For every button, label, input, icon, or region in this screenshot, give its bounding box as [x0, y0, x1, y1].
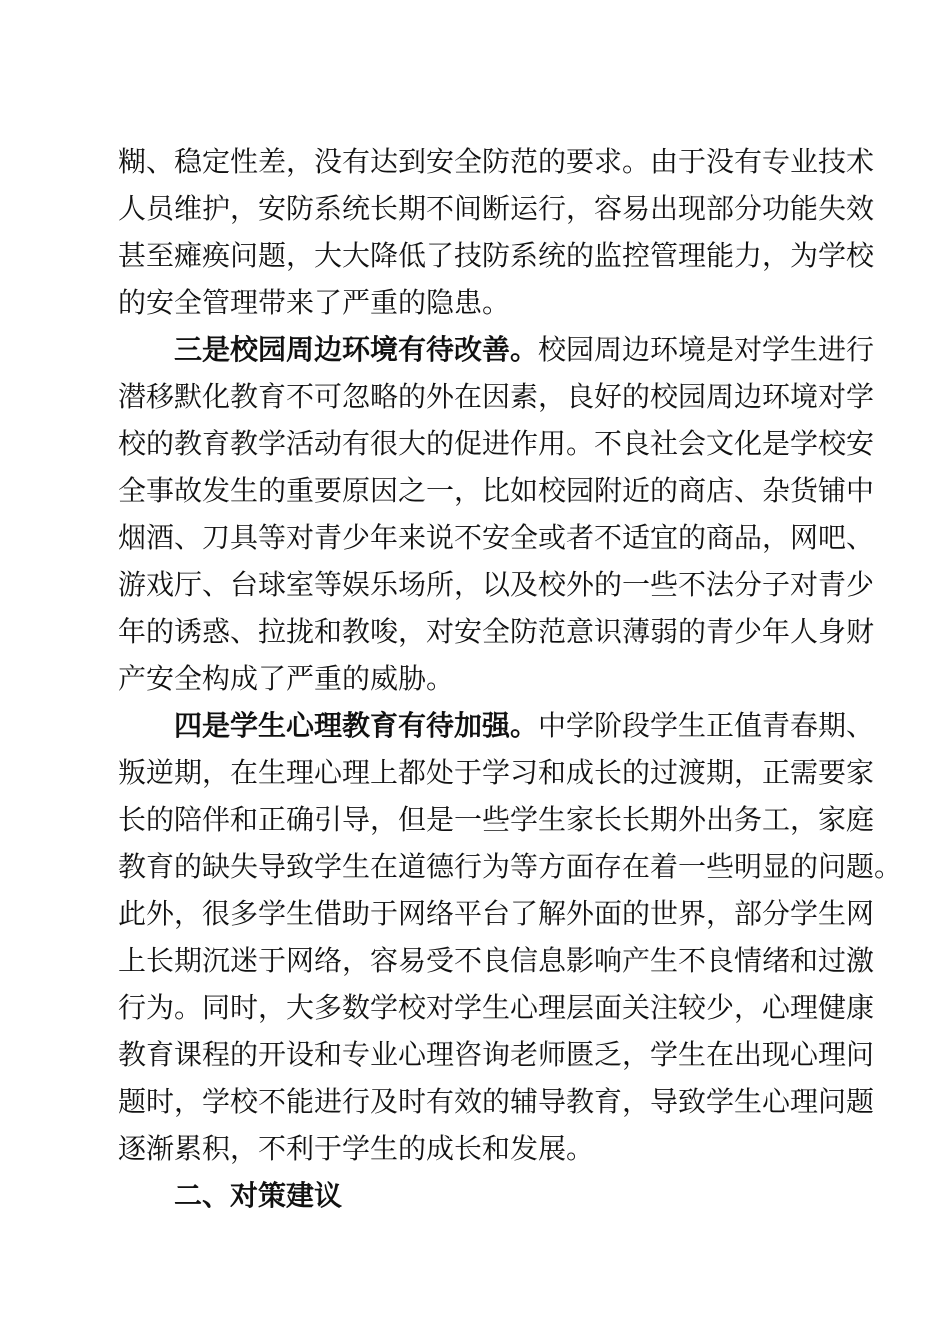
text-line — [118, 326, 875, 373]
text-line: 烟酒、刀具等对青少年来说不安全或者不适宜的商品，网吧、 — [118, 521, 875, 554]
text-line: 游戏厅、台球室等娱乐场所，以及校外的一些不法分子对青少 — [118, 568, 875, 601]
text-line: 题时，学校不能进行及时有效的辅导教育，导致学生心理问题 — [118, 1085, 875, 1118]
text-line: 校的教育教学活动有很大的促进作用。不良社会文化是学校安 — [118, 427, 875, 460]
text-line: 的安全管理带来了严重的隐患。 — [118, 286, 511, 319]
paragraph-2 — [118, 326, 875, 702]
section-heading: 二、对策建议 — [174, 1179, 343, 1212]
text-line: 上长期沉迷于网络，容易受不良信息影响产生不良情绪和过激 — [118, 944, 875, 977]
text-line: 逐渐累积，不利于学生的成长和发展。 — [118, 1132, 595, 1165]
text-line: 教育的缺失导致学生在道德行为等方面存在着一些明显的问题。 — [118, 850, 903, 883]
text-line: 此外，很多学生借助于网络平台了解外面的世界，部分学生网 — [118, 897, 875, 930]
document-page — [118, 138, 903, 1219]
text-line: 产安全构成了严重的威胁。 — [118, 662, 455, 695]
paragraph-1 — [118, 138, 875, 326]
text-segment: 中学阶段学生正值青春期、 — [538, 709, 875, 742]
text-line: 甚至瘫痪问题，大大降低了技防系统的监控管理能力，为学校 — [118, 239, 875, 272]
text-line: 叛逆期，在生理心理上都处于学习和成长的过渡期，正需要家 — [118, 756, 875, 789]
text-line: 长的陪伴和正确引导，但是一些学生家长长期外出务工，家庭 — [118, 803, 875, 836]
text-segment: 校园周边环境是对学生进行 — [538, 333, 875, 366]
text-line: 糊、稳定性差，没有达到安全防范的要求。由于没有专业技术 — [118, 145, 875, 178]
text-line: 潜移默化教育不可忽略的外在因素，良好的校园周边环境对学 — [118, 380, 875, 413]
text-line: 教育课程的开设和专业心理咨询老师匮乏，学生在出现心理问 — [118, 1038, 875, 1071]
text-line: 年的诱惑、拉拢和教唆，对安全防范意识薄弱的青少年人身财 — [118, 615, 875, 648]
paragraph-3 — [118, 702, 903, 1172]
text-line — [118, 702, 875, 749]
text-line: 行为。同时，大多数学校对学生心理层面关注较少，心理健康 — [118, 991, 875, 1024]
paragraph-lead: 四是学生心理教育有待加强。 — [174, 709, 539, 742]
paragraph-lead: 三是校园周边环境有待改善。 — [174, 333, 539, 366]
text-line: 人员维护，安防系统长期不间断运行，容易出现部分功能失效 — [118, 192, 875, 225]
text-line: 全事故发生的重要原因之一，比如校园附近的商店、杂货铺中 — [118, 474, 875, 507]
